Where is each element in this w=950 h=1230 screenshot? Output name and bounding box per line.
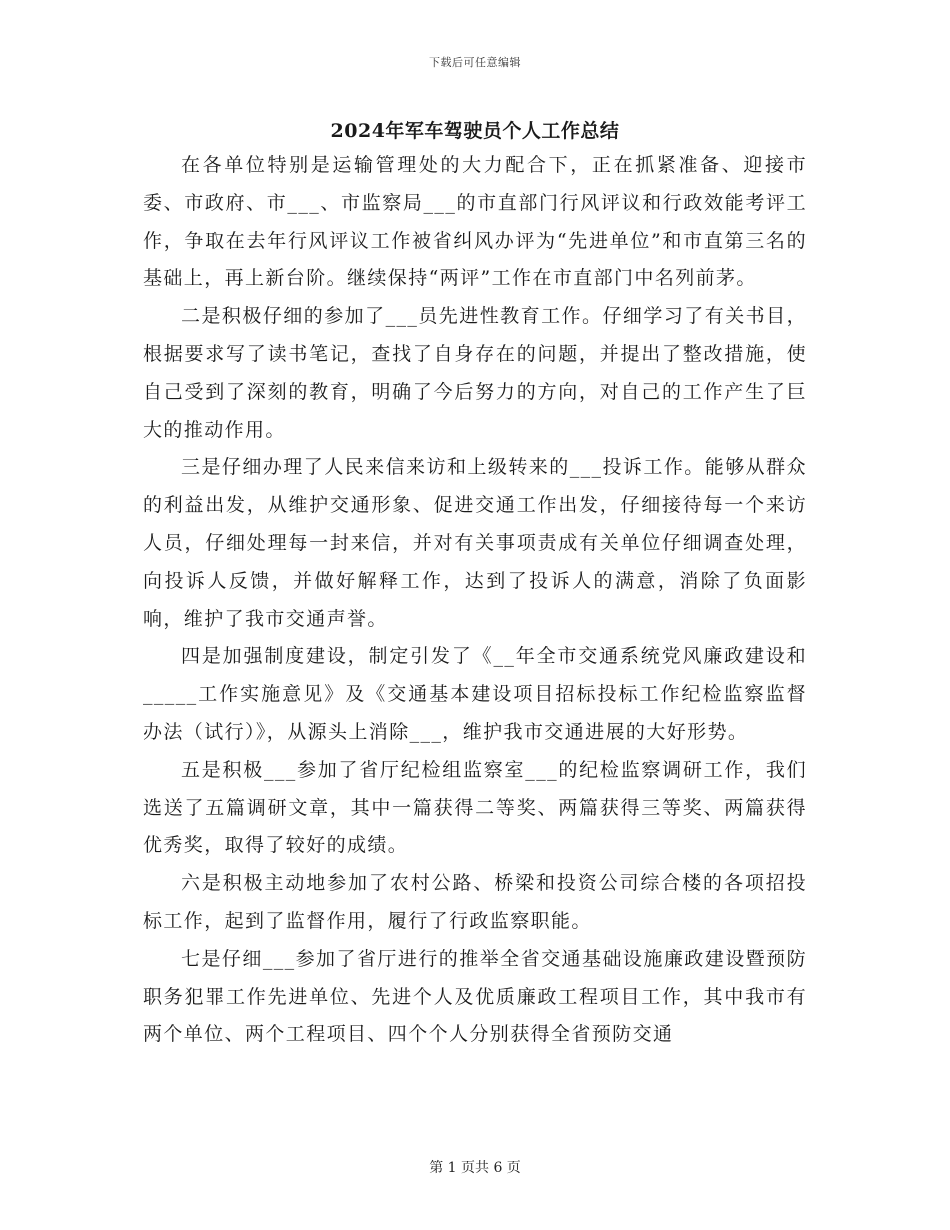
paragraph-4: 四是加强制度建设，制定引发了《__年全市交通系统党风廉政建设和_____工作实施意见》及《交通基本建设项目招标投标工作纪检监察监督办法（试行）》，从源头上消除___，维护我市交通进展的大好形势。 xyxy=(143,645,807,743)
document-title: 2024年军车驾驶员个人工作总结 xyxy=(330,120,620,142)
paragraph-5: 五是积极___参加了省厅纪检组监察室___的纪检监察调研工作，我们选送了五篇调研文章，其中一篇获得二等奖、两篇获得三等奖、两篇获得优秀奖，取得了较好的成绩。 xyxy=(143,758,807,857)
document-body xyxy=(143,147,807,1054)
paragraph-6: 六是积极主动地参加了农村公路、桥梁和投资公司综合楼的各项招投标工作，起到了监督作用，履行了行政监察职能。 xyxy=(143,872,807,932)
paragraph-7: 七是仔细___参加了省厅进行的推举全省交通基础设施廉政建设暨预防职务犯罪工作先进单位、先进个人及优质廉政工程项目工作，其中我市有两个单位、两个工程项目、四个个人分别获得全省预防交通 xyxy=(143,947,807,1046)
paragraph-2: 二是积极仔细的参加了___员先进性教育工作。仔细学习了有关书目，根据要求写了读书笔记，查找了自身存在的问题，并提出了整改措施，使自己受到了深刻的教育，明确了今后努力的方向，对自己的工作产生了巨大的推动作用。 xyxy=(143,305,807,441)
paragraph-3: 三是仔细办理了人民来信来访和上级转来的___投诉工作。能够从群众的利益出发，从维护交通形象、促进交通工作出发，仔细接待每一个来访人员，仔细处理每一封来信，并对有关事项责成有关单位仔细调查处理，向投诉人反馈，并做好解释工作，达到了投诉人的满意，消除了负面影响，维护了我市交通声誉。 xyxy=(143,456,807,630)
paragraph-1: 在各单位特别是运输管理处的大力配合下，正在抓紧准备、迎接市委、市政府、市___、市监察局___的市直部门行风评议和行政效能考评工作，争取在去年行风评议工作被省纠风办评为“先进单位”和市直第三名的基础上，再上新台阶。继续保持“两评”工作在市直部门中名列前茅。 xyxy=(143,154,807,290)
header-note: 下载后可任意编辑 xyxy=(429,56,521,69)
page-number: 第 1 页共 6 页 xyxy=(429,1160,521,1176)
